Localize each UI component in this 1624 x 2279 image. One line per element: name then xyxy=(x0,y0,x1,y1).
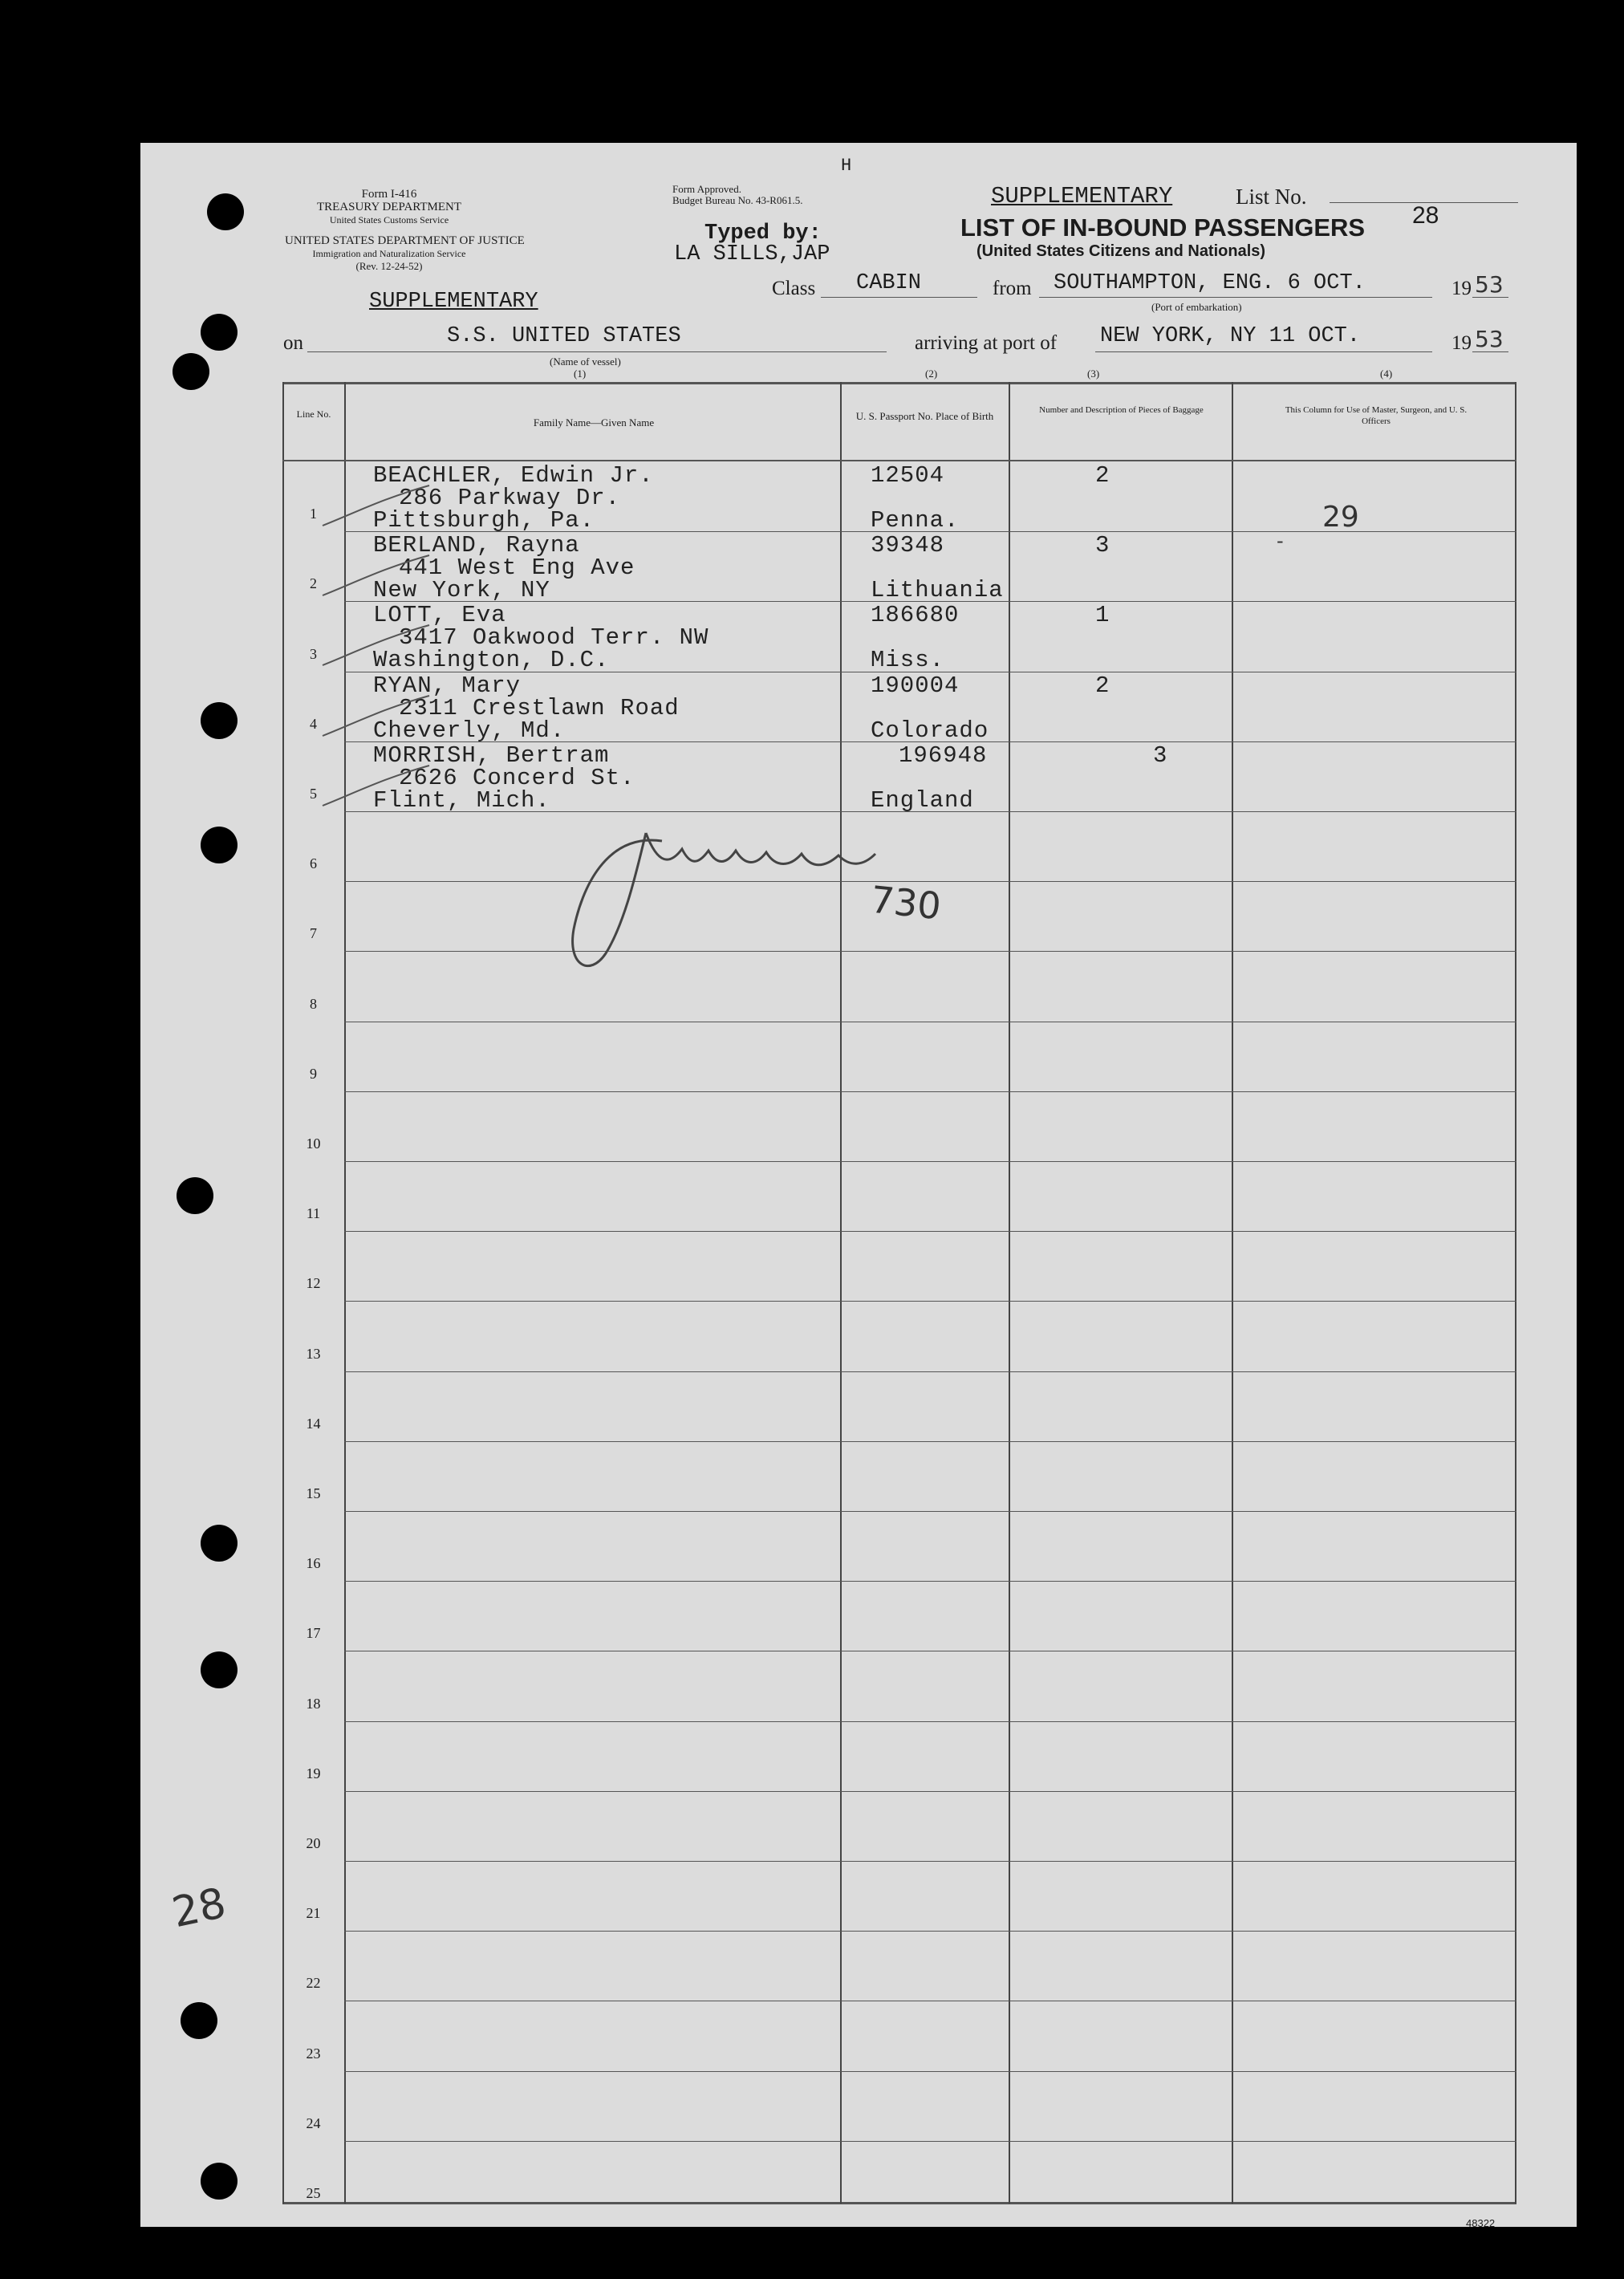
passenger-address-street: 286 Parkway Dr. xyxy=(399,485,621,511)
on-label: on xyxy=(283,332,303,354)
officer-note: 29 xyxy=(1322,501,1359,534)
line-number: 3 xyxy=(310,645,317,662)
passenger-name: MORRISH, Bertram xyxy=(373,741,610,769)
passenger-name: BEACHLER, Edwin Jr. xyxy=(373,462,654,489)
class-value: CABIN xyxy=(856,271,922,295)
form-title: LIST OF IN-BOUND PASSENGERS xyxy=(960,213,1366,242)
row-divider xyxy=(344,1791,1516,1792)
line-number: 22 xyxy=(306,1975,321,1992)
line-number: 9 xyxy=(310,1065,317,1082)
arriving-label: arriving at port of xyxy=(915,332,1058,354)
passport-number: 196948 xyxy=(899,741,988,769)
supplementary-left: SUPPLEMENTARY xyxy=(369,290,538,314)
passenger-address-city: Flint, Mich. xyxy=(373,786,550,814)
punch-hole xyxy=(201,702,238,739)
col-header-passport: U. S. Passport No. Place of Birth xyxy=(855,410,994,422)
passport-number: 12504 xyxy=(871,462,945,489)
class-label: Class xyxy=(772,278,816,299)
typed-by-label: Typed by: xyxy=(704,221,822,246)
row-divider xyxy=(344,881,1516,882)
col-num-4: (4) xyxy=(1380,368,1393,380)
justice-label: UNITED STATES DEPARTMENT OF JUSTICE xyxy=(285,234,525,247)
line-number: 19 xyxy=(306,1765,321,1781)
line-number: 23 xyxy=(306,2045,321,2062)
vessel-line xyxy=(307,351,887,352)
line-number: 8 xyxy=(310,995,317,1012)
line-number: 11 xyxy=(306,1205,321,1222)
year-value-2: 53 xyxy=(1475,326,1504,352)
line-number: 5 xyxy=(310,786,317,802)
row-divider xyxy=(344,1231,1516,1232)
year-prefix-2: 19 xyxy=(1451,332,1472,354)
form-number: Form I-416 xyxy=(361,188,417,201)
punch-hole xyxy=(207,193,244,230)
passenger-address-street: 441 West Eng Ave xyxy=(399,555,635,582)
margin-note: 28 xyxy=(168,1879,230,1938)
line-number: 20 xyxy=(306,1835,321,1851)
row-divider xyxy=(344,1931,1516,1932)
punch-hole xyxy=(201,827,238,863)
punch-hole xyxy=(201,314,238,351)
year-line-2 xyxy=(1472,351,1508,352)
line-number: 2 xyxy=(310,575,317,592)
passenger-address-street: 3417 Oakwood Terr. NW xyxy=(399,624,709,652)
embarkation-note: (Port of embarkation) xyxy=(1151,301,1242,313)
vessel-note: (Name of vessel) xyxy=(550,355,621,368)
table-bottom-border xyxy=(282,2202,1516,2204)
vessel-name: S.S. UNITED STATES xyxy=(447,324,681,348)
from-line xyxy=(1039,297,1432,298)
officer-dash: - xyxy=(1277,530,1284,552)
row-divider xyxy=(344,1861,1516,1862)
stamp-number: 730 xyxy=(868,877,944,928)
line-number: 21 xyxy=(306,1905,321,1922)
line-number: 10 xyxy=(306,1135,321,1152)
passenger-address-city: New York, NY xyxy=(373,577,550,604)
line-number: 6 xyxy=(310,855,317,872)
baggage-count: 3 xyxy=(1153,741,1168,769)
passenger-address-city: Pittsburgh, Pa. xyxy=(373,507,595,534)
embarkation-value: SOUTHAMPTON, ENG. 6 OCT. xyxy=(1054,271,1366,295)
line-number: 25 xyxy=(306,2185,321,2201)
typed-by-value: LA SILLS,JAP xyxy=(674,242,830,266)
form-footer-code: 48322 xyxy=(1466,2217,1496,2229)
handwritten-signature xyxy=(526,801,895,985)
supplementary-stamp: SUPPLEMENTARY xyxy=(991,183,1173,209)
treasury-label: TREASURY DEPARTMENT xyxy=(316,201,462,213)
passport-number: 186680 xyxy=(871,602,960,629)
line-number: 15 xyxy=(306,1485,321,1501)
row-divider xyxy=(344,951,1516,952)
passenger-address-street: 2311 Crestlawn Road xyxy=(399,694,680,721)
line-number: 1 xyxy=(310,506,317,522)
punch-hole xyxy=(173,353,209,390)
table-header-divider xyxy=(282,460,1516,461)
check-mark xyxy=(321,762,433,810)
punch-hole xyxy=(181,2002,217,2039)
ins-label: Immigration and Naturalization Service xyxy=(312,248,466,259)
revision-label: (Rev. 12-24-52) xyxy=(355,260,423,272)
passport-number: 190004 xyxy=(871,672,960,699)
arrival-line xyxy=(1095,351,1432,352)
col-num-2: (2) xyxy=(925,368,938,380)
row-divider xyxy=(344,1161,1516,1162)
check-mark xyxy=(321,621,433,669)
row-divider xyxy=(344,1441,1516,1442)
budget-bureau: Budget Bureau No. 43-R061.5. xyxy=(672,194,803,206)
line-number: 13 xyxy=(306,1345,321,1362)
passenger-name: RYAN, Mary xyxy=(373,672,522,699)
form-page xyxy=(140,143,1577,2227)
row-divider xyxy=(344,1091,1516,1092)
row-divider xyxy=(344,2071,1516,2072)
line-number: 7 xyxy=(310,925,317,942)
class-line xyxy=(821,297,977,298)
passenger-address-city: Cheverly, Md. xyxy=(373,717,566,744)
row-divider xyxy=(344,1301,1516,1302)
customs-label: United States Customs Service xyxy=(329,214,449,225)
form-approved: Form Approved. xyxy=(672,183,741,195)
line-number: 16 xyxy=(306,1555,321,1572)
col-header-line-no: Line No. xyxy=(296,408,331,420)
line-number: 4 xyxy=(310,715,317,732)
baggage-count: 3 xyxy=(1095,532,1110,559)
h-mark: H xyxy=(841,156,852,176)
table-top-border xyxy=(282,382,1516,384)
check-mark xyxy=(321,692,433,740)
place-of-birth: Colorado xyxy=(871,717,989,744)
line-number: 12 xyxy=(306,1275,321,1292)
passenger-address-city: Washington, D.C. xyxy=(373,647,610,674)
punch-hole xyxy=(177,1177,213,1214)
passenger-name: BERLAND, Rayna xyxy=(373,532,580,559)
year-prefix-1: 19 xyxy=(1451,278,1472,299)
place-of-birth: Penna. xyxy=(871,507,960,534)
col-header-baggage: Number and Description of Pieces of Baggage xyxy=(1039,405,1204,415)
place-of-birth: Lithuania xyxy=(871,577,1004,604)
line-number: 24 xyxy=(306,2114,321,2131)
row-divider xyxy=(344,1511,1516,1512)
passenger-name: LOTT, Eva xyxy=(373,602,506,629)
line-number: 17 xyxy=(306,1625,321,1642)
punch-hole xyxy=(201,1525,238,1562)
punch-hole xyxy=(201,2163,238,2200)
col-header-name: Family Name—Given Name xyxy=(533,416,655,429)
baggage-count: 1 xyxy=(1095,602,1110,629)
line-number: 18 xyxy=(306,1695,321,1712)
passport-number: 39348 xyxy=(871,532,945,559)
form-subtitle: (United States Citizens and Nationals) xyxy=(976,242,1266,260)
check-mark xyxy=(321,481,433,530)
row-divider xyxy=(344,1581,1516,1582)
col-num-3: (3) xyxy=(1087,368,1100,380)
baggage-count: 2 xyxy=(1095,462,1110,489)
list-no-label: List No. xyxy=(1236,185,1307,209)
place-of-birth: England xyxy=(871,786,974,814)
passenger-address-street: 2626 Concerd St. xyxy=(399,764,635,791)
check-mark xyxy=(321,551,433,599)
year-line-1 xyxy=(1472,297,1508,298)
col-header-officers: This Column for Use of Master, Surgeon, and U. S. Officers xyxy=(1285,405,1468,426)
row-divider xyxy=(344,1371,1516,1372)
arrival-value: NEW YORK, NY 11 OCT. xyxy=(1100,324,1361,348)
col-num-1: (1) xyxy=(574,368,587,380)
row-divider xyxy=(344,2141,1516,2142)
year-value-1: 53 xyxy=(1475,271,1504,298)
row-divider xyxy=(344,1721,1516,1722)
punch-hole xyxy=(201,1651,238,1688)
line-number: 14 xyxy=(306,1415,321,1432)
baggage-count: 2 xyxy=(1095,672,1110,699)
place-of-birth: Miss. xyxy=(871,647,945,674)
list-no-value: 28 xyxy=(1412,202,1439,229)
from-label: from xyxy=(993,278,1032,299)
